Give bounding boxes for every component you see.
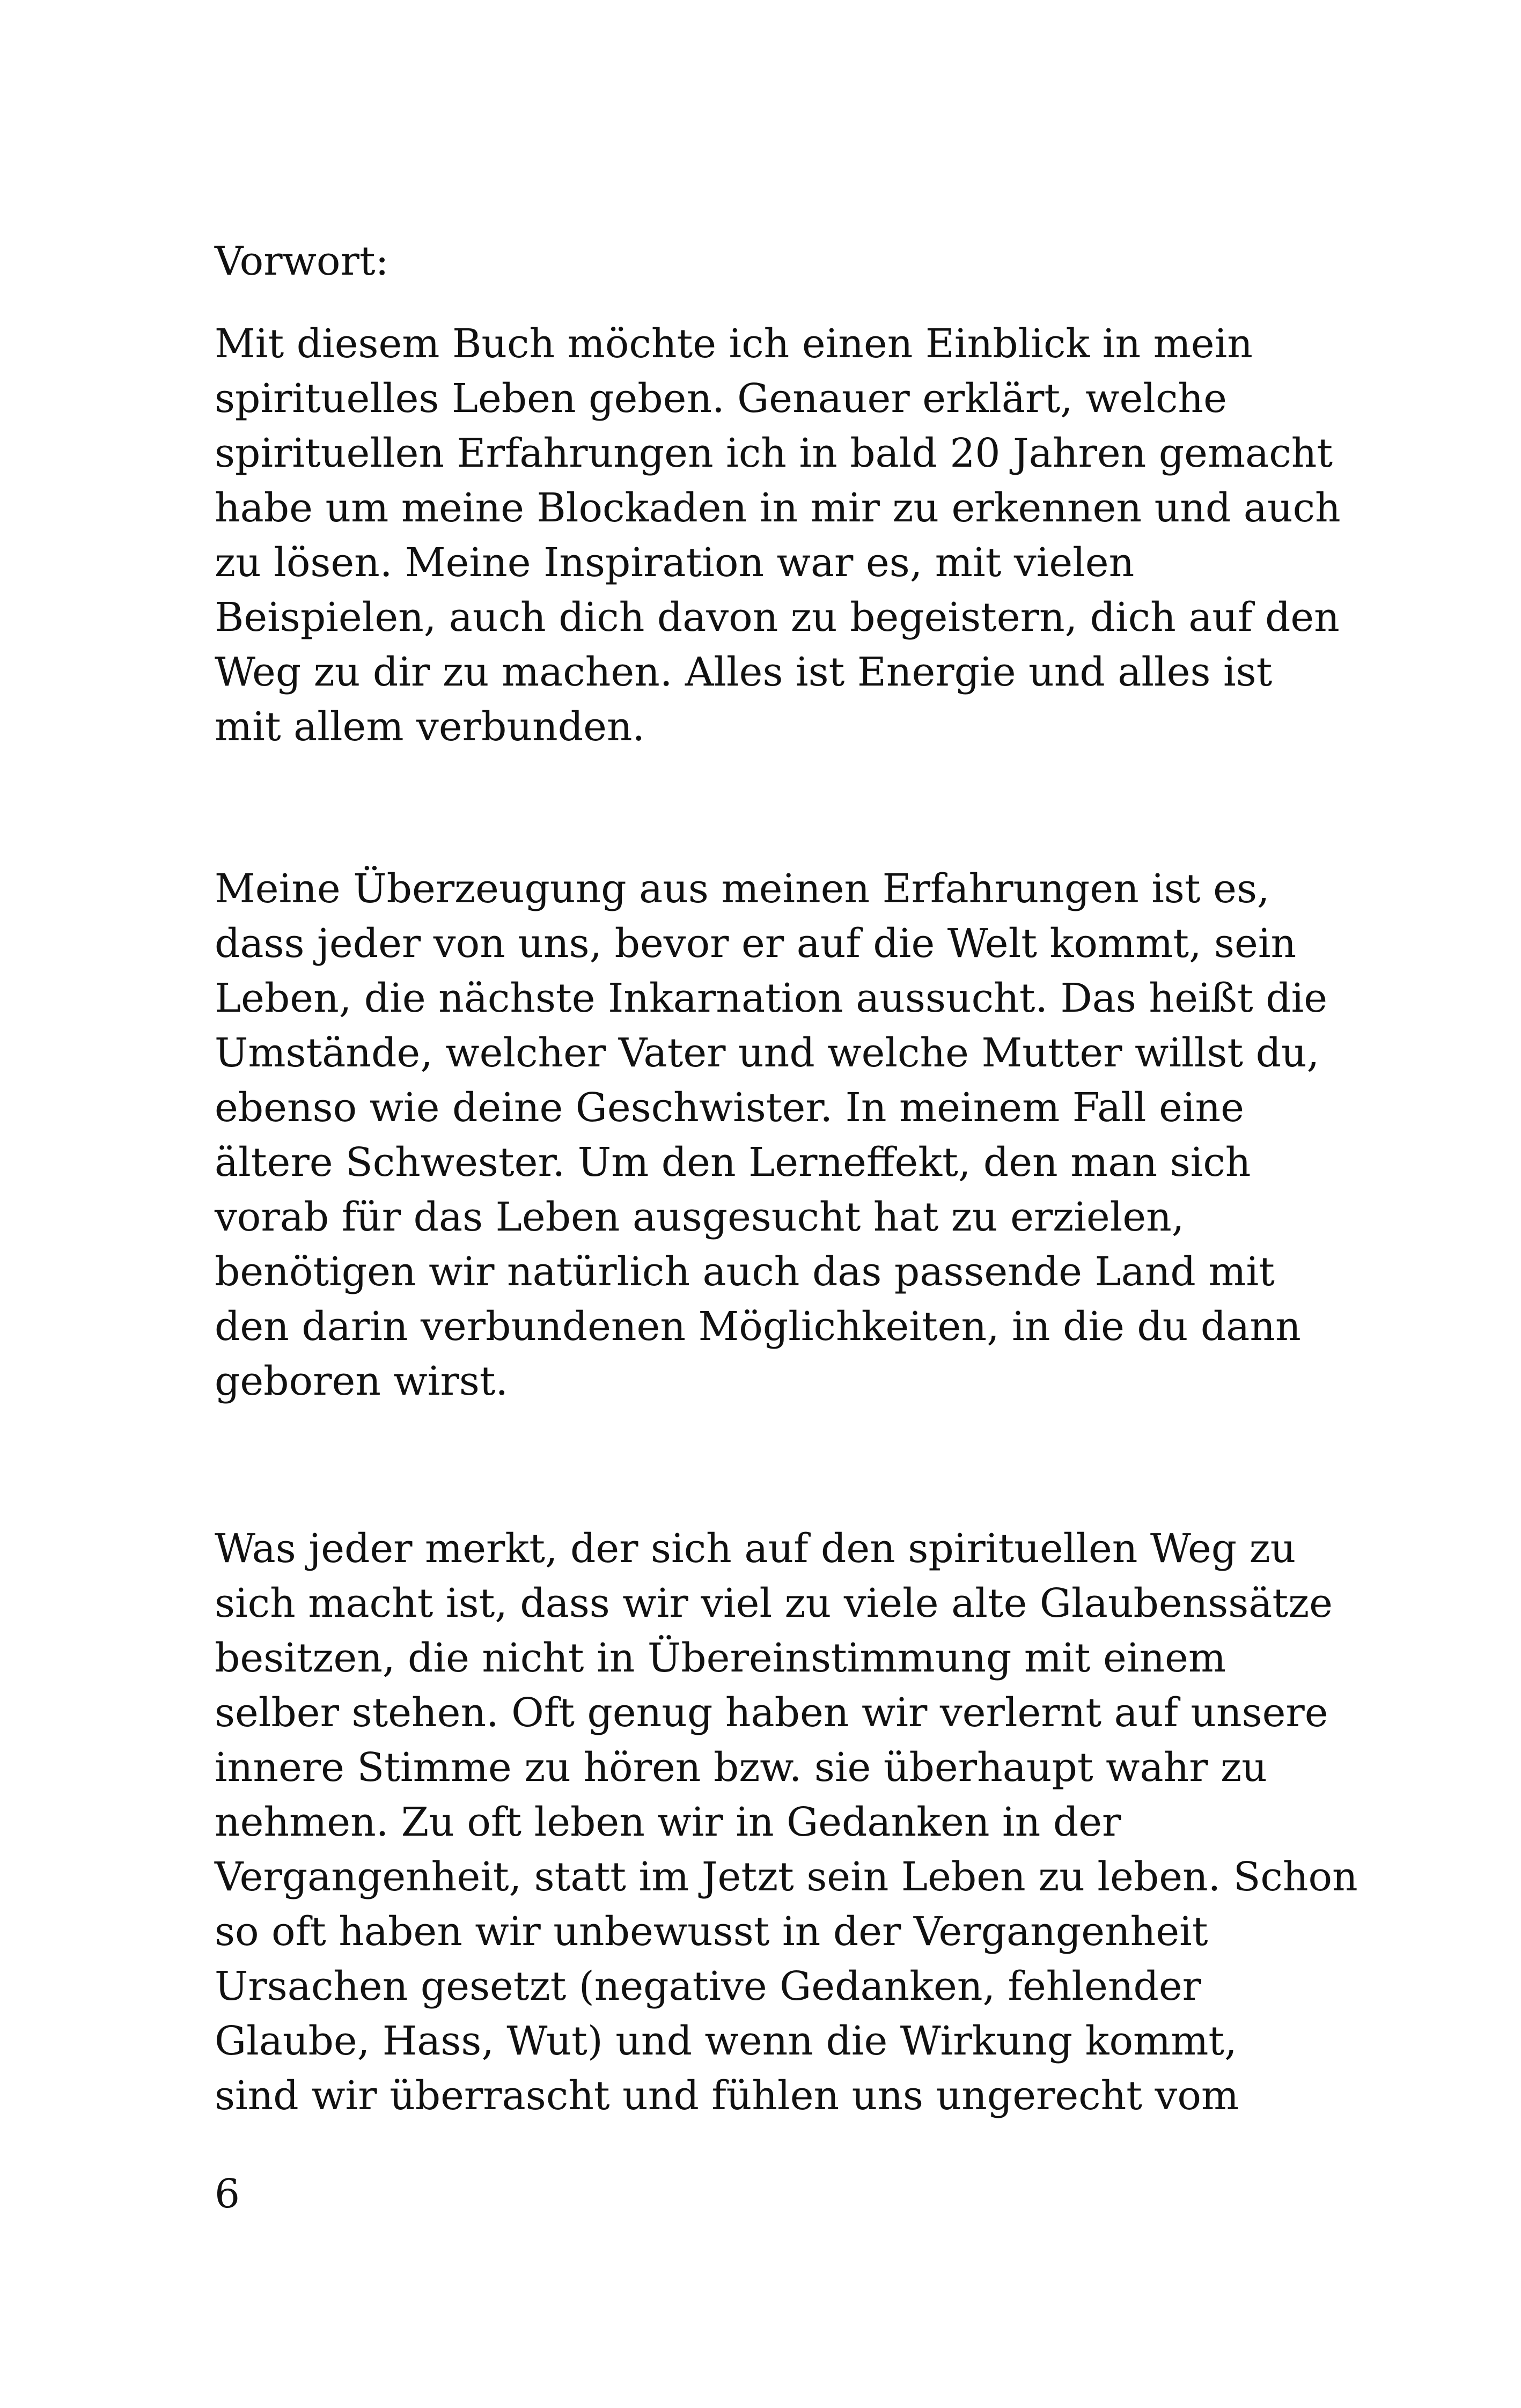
- text-line: Meine Überzeugung aus meinen Erfahrungen ist es,: [215, 866, 1270, 912]
- text-line: ebenso wie deine Geschwister. In meinem Fall eine: [215, 1085, 1244, 1131]
- page-number: 6: [215, 2171, 240, 2217]
- text-line: dass jeder von uns, bevor er auf die Welt kommt, sein: [215, 921, 1297, 967]
- text-line: Umstände, welcher Vater und welche Mutter willst du,: [215, 1030, 1320, 1076]
- text-line: so oft haben wir unbewusst in der Vergangenheit: [215, 1909, 1208, 1955]
- text-line: den darin verbundenen Möglichkeiten, in die du dann: [215, 1304, 1301, 1350]
- text-line: selber stehen. Oft genug haben wir verlernt auf unsere: [215, 1690, 1328, 1736]
- text-line: sich macht ist, dass wir viel zu viele alte Glaubenssätze: [215, 1580, 1333, 1626]
- text-line: Mit diesem Buch möchte ich einen Einblick in mein: [215, 321, 1253, 367]
- text-line: vorab für das Leben ausgesucht hat zu erzielen,: [215, 1194, 1185, 1240]
- text-line: mit allem verbunden.: [215, 704, 645, 750]
- text-line: Beispielen, auch dich davon zu begeistern, dich auf den: [215, 594, 1340, 640]
- text-line: Was jeder merkt, der sich auf den spirituellen Weg zu: [215, 1526, 1296, 1572]
- text-line: ältere Schwester. Um den Lerneffekt, den man sich: [215, 1139, 1251, 1185]
- page-heading: Vorwort:: [215, 238, 389, 284]
- text-line: habe um meine Blockaden in mir zu erkennen und auch: [215, 485, 1341, 531]
- text-line: Ursachen gesetzt (negative Gedanken, fehlender: [215, 1963, 1202, 2009]
- text-line: spirituellen Erfahrungen ich in bald 20 Jahren gemacht: [215, 430, 1333, 476]
- text-line: sind wir überrascht und fühlen uns ungerecht vom: [215, 2073, 1239, 2119]
- text-line: Glaube, Hass, Wut) und wenn die Wirkung kommt,: [215, 2018, 1237, 2064]
- text-line: spirituelles Leben geben. Genauer erklärt, welche: [215, 375, 1227, 422]
- text-line: Weg zu dir zu machen. Alles ist Energie und alles ist: [215, 649, 1273, 695]
- text-line: besitzen, die nicht in Übereinstimmung mit einem: [215, 1635, 1226, 1681]
- text-line: Vergangenheit, statt im Jetzt sein Leben zu leben. Schon: [215, 1854, 1358, 1900]
- text-line: zu lösen. Meine Inspiration war es, mit vielen: [215, 540, 1135, 586]
- text-line: Leben, die nächste Inkarnation aussucht. Das heißt die: [215, 975, 1328, 1021]
- text-line: nehmen. Zu oft leben wir in Gedanken in der: [215, 1799, 1121, 1845]
- text-line: geboren wirst.: [215, 1358, 509, 1404]
- text-line: innere Stimme zu hören bzw. sie überhaupt wahr zu: [215, 1744, 1267, 1791]
- text-line: benötigen wir natürlich auch das passende Land mit: [215, 1249, 1275, 1295]
